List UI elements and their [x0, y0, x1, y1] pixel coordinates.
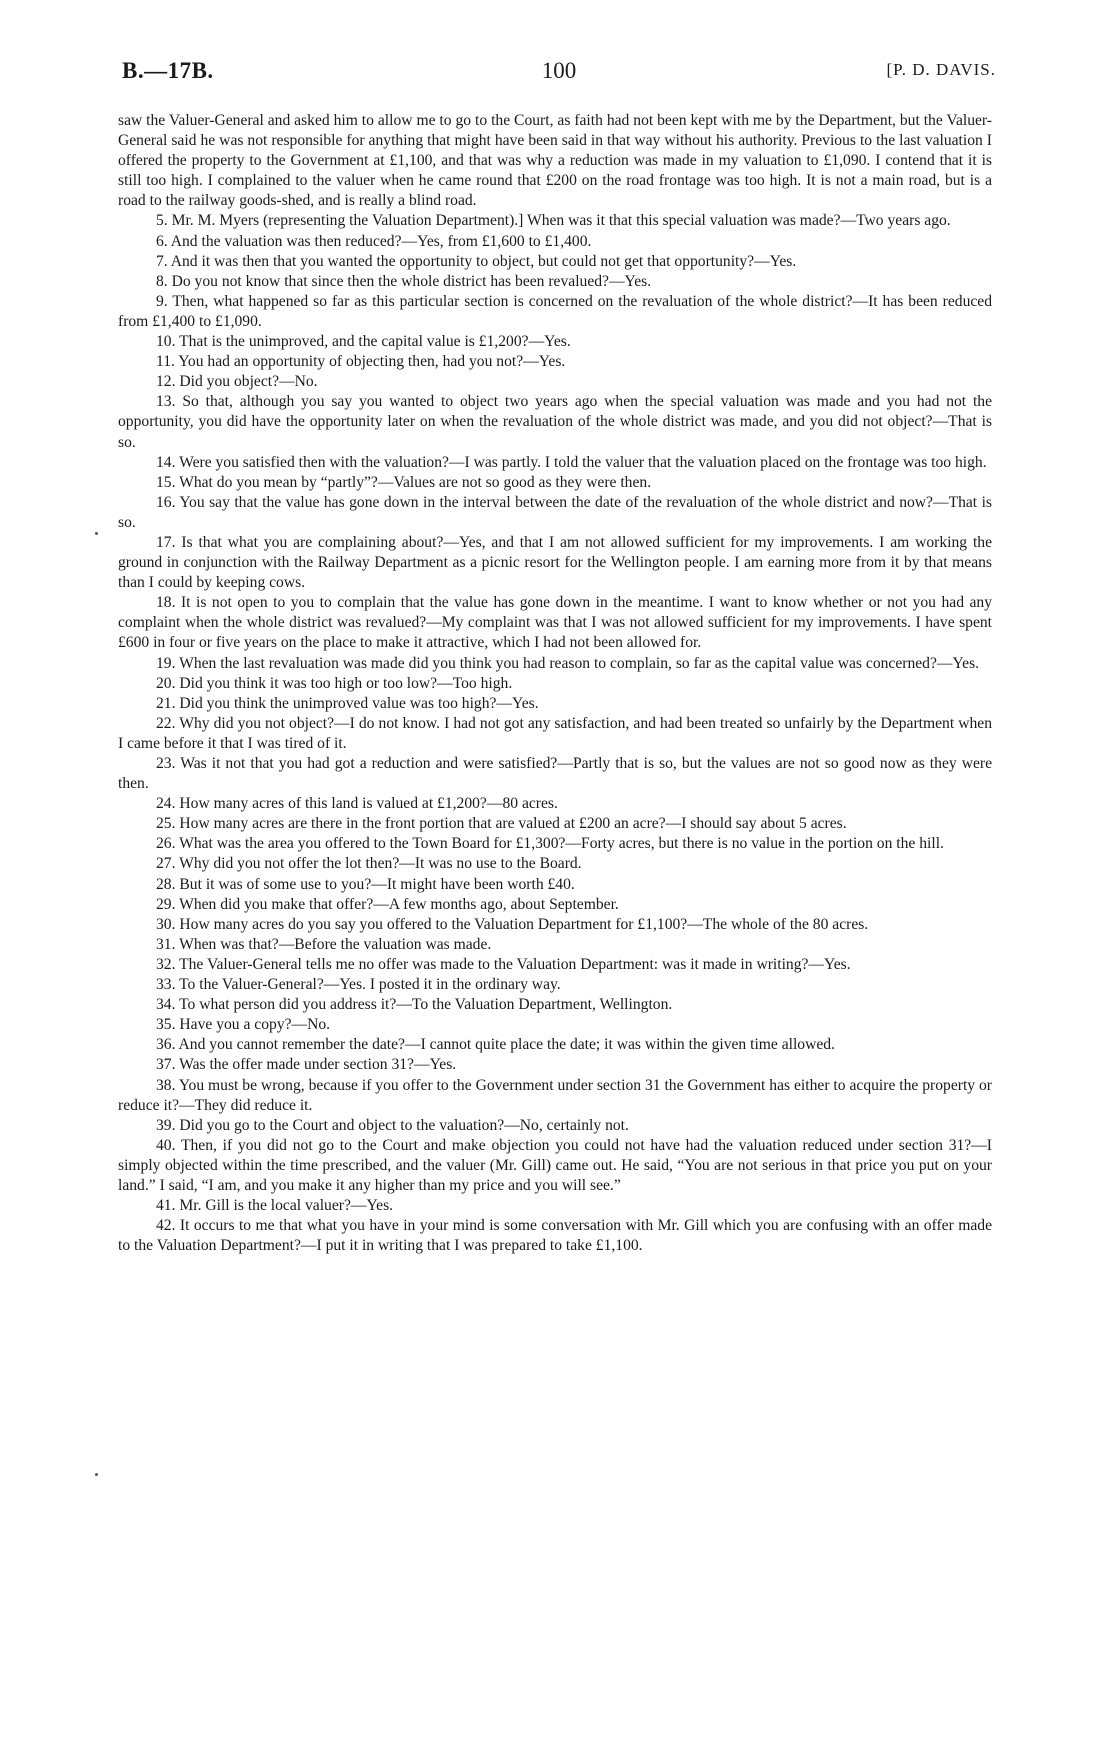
question-25: 25. How many acres are there in the front portion that are valued at £200 an acre?—I should say about 5 acres.	[156, 815, 847, 833]
question-15: 15. What do you mean by “partly”?—Values are not so good as they were then.	[156, 473, 652, 491]
question-30: 30. How many acres do you say you offered to the Valuation Department for £1,100?—The whole of the 80 acres.	[156, 915, 869, 933]
question-37: 37. Was the offer made under section 31?—Yes.	[156, 1056, 457, 1074]
question-7: 7. And it was then that you wanted the opportunity to object, but could not get that opportunity?—Yes.	[156, 252, 797, 270]
question-9: 9. Then, what happened so far as this particular section is concerned on the revaluation of the whole district?—It has been reduced from £1,400 to £1,090.	[118, 292, 992, 330]
question-38: 38. You must be wrong, because if you offer to the Government under section 31 the Government has either to acquire the property or reduce it?—They did reduce it.	[118, 1076, 992, 1114]
question-28: 28. But it was of some use to you?—It might have been worth £40.	[156, 875, 575, 893]
question-32: 32. The Valuer-General tells me no offer was made to the Valuation Department: was it made in writing?—Yes.	[156, 955, 851, 973]
question-23: 23. Was it not that you had got a reduction and were satisfied?—Partly that is so, but the values are not so good now as they were then.	[118, 755, 992, 793]
question-19: 19. When the last revaluation was made did you think you had reason to complain, so far as the capital value was concerned?—Yes.	[156, 654, 980, 672]
question-31: 31. When was that?—Before the valuation was made.	[156, 935, 492, 953]
paragraph-continuation: saw the Valuer-General and asked him to allow me to go to the Court, as faith had not been kept with me by the Department, but the Valuer-General said he was not responsible for anything that might have been said in that way without his authority. Previous to the last valuation I offered the property to the Government at £1,100, and that was why a reduction was made in my valuation to £1,090. I contend that it is still too high. I complained to the valuer when he came round that £200 on the road frontage was too high. It is not a main road, but is a road to the railway goods-shed, and is really a blind road.	[118, 112, 992, 210]
question-11: 11. You had an opportunity of objecting then, had you not?—Yes.	[156, 353, 566, 371]
question-29: 29. When did you make that offer?—A few months ago, about September.	[156, 895, 619, 913]
question-13: 13. So that, although you say you wanted to object two years ago when the special valuation was made and you had not the opportunity, you did have the opportunity later on when the revaluation of the whole district was made, and you did not object?—That is so.	[118, 393, 992, 451]
page-number: 100	[541, 58, 577, 83]
evidence-text	[118, 111, 992, 1256]
question-26: 26. What was the area you offered to the Town Board for £1,300?—Forty acres, but there is no value in the portion on the hill.	[156, 835, 944, 853]
question-8: 8. Do you not know that since then the whole district has been revalued?—Yes.	[156, 272, 652, 290]
page-header	[122, 58, 996, 88]
witness-name: [P. D. DAVIS.	[886, 60, 996, 79]
question-14: 14. Were you satisfied then with the valuation?—I was partly. I told the valuer that the valuation placed on the frontage was too high.	[156, 453, 987, 471]
question-21: 21. Did you think the unimproved value was too high?—Yes.	[156, 694, 539, 712]
question-36: 36. And you cannot remember the date?—I cannot quite place the date; it was within the given time allowed.	[156, 1036, 835, 1054]
question-5: 5. Mr. M. Myers (representing the Valuation Department).] When was it that this special valuation was made?—Two years ago.	[156, 212, 951, 230]
question-20: 20. Did you think it was too high or too low?—Too high.	[156, 674, 513, 692]
scan-speck	[95, 532, 98, 535]
question-17: 17. Is that what you are complaining about?—Yes, and that I am not allowed sufficient for my improvements. I am working the ground in conjunction with the Railway Department as a picnic resort for the Wellington people. I am earning more from it by that means than I could by keeping cows.	[118, 533, 992, 592]
question-16: 16. You say that the value has gone down in the interval between the date of the revaluation of the whole district and now?—That is so.	[118, 493, 992, 531]
question-18: 18. It is not open to you to complain that the value has gone down in the meantime. I want to know whether or not you had any complaint when the whole district was revalued?—My complaint was that I was not allowed sufficient for my improvements. I have spent £600 in four or five years on the place to make it attractive, which I had not been allowed for.	[118, 594, 992, 652]
document-reference: B.—17B.	[122, 58, 214, 83]
question-41: 41. Mr. Gill is the local valuer?—Yes.	[156, 1197, 394, 1215]
question-35: 35. Have you a copy?—No.	[156, 1016, 331, 1034]
question-33: 33. To the Valuer-General?—Yes. I posted it in the ordinary way.	[156, 976, 561, 994]
scan-speck	[95, 1473, 98, 1476]
question-12: 12. Did you object?—No.	[156, 373, 318, 391]
question-42: 42. It occurs to me that what you have in your mind is some conversation with Mr. Gill which you are confusing with an offer made to the Valuation Department?—I put it in writing that I was prepared to take £1,100.	[118, 1217, 992, 1255]
question-22: 22. Why did you not object?—I do not know. I had not got any satisfaction, and had been treated so unfairly by the Department when I came before it that I was tired of it.	[118, 714, 992, 752]
question-27: 27. Why did you not offer the lot then?—It was no use to the Board.	[156, 855, 582, 873]
question-6: 6. And the valuation was then reduced?—Yes, from £1,600 to £1,400.	[156, 232, 592, 250]
question-24: 24. How many acres of this land is valued at £1,200?—80 acres.	[156, 795, 558, 813]
question-40: 40. Then, if you did not go to the Court and make objection you could not have had the valuation reduced under section 31?—I simply objected within the time prescribed, and the valuer (Mr. Gill) came out. He said, “You are not serious in that price you put on your land.” I said, “I am, and you make it any higher than my price and you will see.”	[118, 1136, 992, 1194]
question-34: 34. To what person did you address it?—To the Valuation Department, Wellington.	[156, 996, 673, 1014]
question-10: 10. That is the unimproved, and the capital value is £1,200?—Yes.	[156, 333, 571, 351]
question-39: 39. Did you go to the Court and object to the valuation?—No, certainly not.	[156, 1116, 629, 1134]
